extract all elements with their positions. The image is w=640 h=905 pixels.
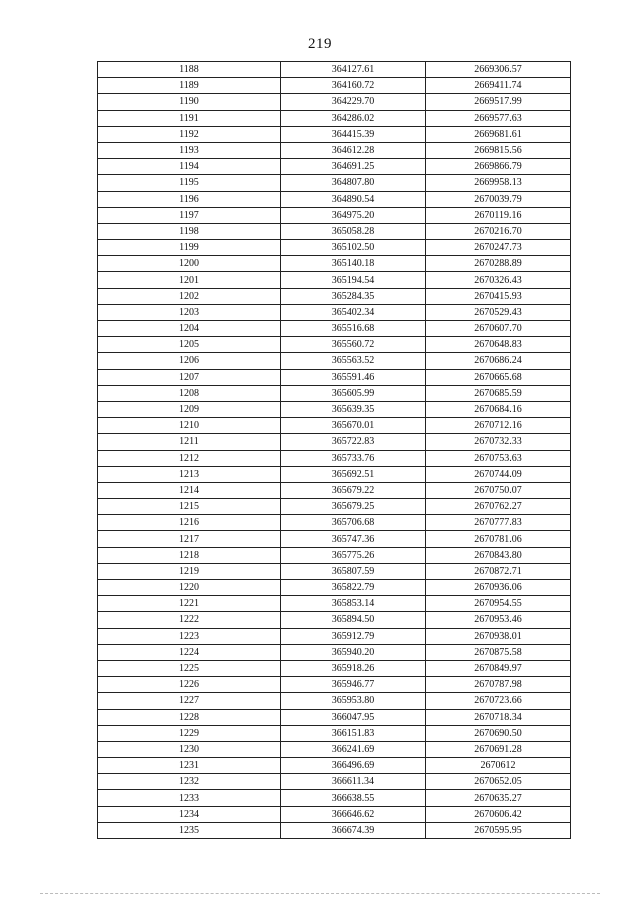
y-coordinate-cell: 2670732.33 [426,434,571,450]
y-coordinate-cell: 2669866.79 [426,159,571,175]
x-coordinate-cell: 366611.34 [281,774,426,790]
table-row [98,741,571,757]
table-row [98,159,571,175]
y-coordinate-cell: 2669577.63 [426,110,571,126]
point-number-cell: 1205 [98,337,281,353]
point-number-cell: 1206 [98,353,281,369]
point-number-cell: 1229 [98,725,281,741]
x-coordinate-cell: 364890.54 [281,191,426,207]
x-coordinate-cell: 365946.77 [281,677,426,693]
x-coordinate-cell: 364691.25 [281,159,426,175]
table-row [98,304,571,320]
table-row [98,628,571,644]
table-row [98,401,571,417]
x-coordinate-cell: 365102.50 [281,240,426,256]
point-number-cell: 1225 [98,660,281,676]
table-row [98,709,571,725]
table-row [98,223,571,239]
x-coordinate-cell: 365194.54 [281,272,426,288]
y-coordinate-cell: 2670849.97 [426,660,571,676]
point-number-cell: 1189 [98,78,281,94]
point-number-cell: 1201 [98,272,281,288]
table-row [98,142,571,158]
y-coordinate-cell: 2669411.74 [426,78,571,94]
table-row [98,240,571,256]
point-number-cell: 1218 [98,547,281,563]
x-coordinate-cell: 365747.36 [281,531,426,547]
x-coordinate-cell: 365402.34 [281,304,426,320]
table-row [98,418,571,434]
x-coordinate-cell: 366674.39 [281,822,426,838]
y-coordinate-cell: 2669958.13 [426,175,571,191]
point-number-cell: 1233 [98,790,281,806]
x-coordinate-cell: 365284.35 [281,288,426,304]
point-number-cell: 1202 [98,288,281,304]
x-coordinate-cell: 365853.14 [281,596,426,612]
x-coordinate-cell: 365679.25 [281,499,426,515]
y-coordinate-cell: 2669681.61 [426,126,571,142]
table-row [98,725,571,741]
x-coordinate-cell: 366151.83 [281,725,426,741]
table-row [98,547,571,563]
y-coordinate-cell: 2670686.24 [426,353,571,369]
y-coordinate-cell: 2670691.28 [426,741,571,757]
y-coordinate-cell: 2670787.98 [426,677,571,693]
y-coordinate-cell: 2670288.89 [426,256,571,272]
table-row [98,434,571,450]
point-number-cell: 1235 [98,822,281,838]
table-row [98,531,571,547]
table-row [98,272,571,288]
y-coordinate-cell: 2670652.05 [426,774,571,790]
point-number-cell: 1221 [98,596,281,612]
x-coordinate-cell: 365807.59 [281,563,426,579]
y-coordinate-cell: 2670690.50 [426,725,571,741]
table-row [98,337,571,353]
table-row [98,806,571,822]
point-number-cell: 1198 [98,223,281,239]
y-coordinate-cell: 2670595.95 [426,822,571,838]
x-coordinate-cell: 366047.95 [281,709,426,725]
coordinate-table [97,61,571,839]
x-coordinate-cell: 364229.70 [281,94,426,110]
y-coordinate-cell: 2669306.57 [426,62,571,78]
table-row [98,207,571,223]
point-number-cell: 1192 [98,126,281,142]
y-coordinate-cell: 2670326.43 [426,272,571,288]
x-coordinate-cell: 365563.52 [281,353,426,369]
table-row [98,353,571,369]
x-coordinate-cell: 365605.99 [281,385,426,401]
point-number-cell: 1210 [98,418,281,434]
table-row [98,94,571,110]
point-number-cell: 1203 [98,304,281,320]
table-row [98,580,571,596]
point-number-cell: 1219 [98,563,281,579]
x-coordinate-cell: 365912.79 [281,628,426,644]
point-number-cell: 1207 [98,369,281,385]
x-coordinate-cell: 364415.39 [281,126,426,142]
table-row [98,563,571,579]
y-coordinate-cell: 2670723.66 [426,693,571,709]
table-row [98,256,571,272]
point-number-cell: 1209 [98,401,281,417]
point-number-cell: 1215 [98,499,281,515]
table-row [98,774,571,790]
table-row [98,369,571,385]
y-coordinate-cell: 2669815.56 [426,142,571,158]
point-number-cell: 1223 [98,628,281,644]
x-coordinate-cell: 366638.55 [281,790,426,806]
y-coordinate-cell: 2670648.83 [426,337,571,353]
point-number-cell: 1211 [98,434,281,450]
table-row [98,78,571,94]
x-coordinate-cell: 365591.46 [281,369,426,385]
point-number-cell: 1208 [98,385,281,401]
table-row [98,660,571,676]
x-coordinate-cell: 365639.35 [281,401,426,417]
y-coordinate-cell: 2670753.63 [426,450,571,466]
point-number-cell: 1212 [98,450,281,466]
x-coordinate-cell: 364160.72 [281,78,426,94]
point-number-cell: 1227 [98,693,281,709]
y-coordinate-cell: 2670635.27 [426,790,571,806]
point-number-cell: 1200 [98,256,281,272]
y-coordinate-cell: 2670712.16 [426,418,571,434]
table-row [98,644,571,660]
y-coordinate-cell: 2670665.68 [426,369,571,385]
y-coordinate-cell: 2670685.59 [426,385,571,401]
point-number-cell: 1188 [98,62,281,78]
x-coordinate-cell: 366646.62 [281,806,426,822]
x-coordinate-cell: 365940.20 [281,644,426,660]
x-coordinate-cell: 365692.51 [281,466,426,482]
table-row [98,612,571,628]
point-number-cell: 1196 [98,191,281,207]
y-coordinate-cell: 2670529.43 [426,304,571,320]
point-number-cell: 1216 [98,515,281,531]
point-number-cell: 1214 [98,482,281,498]
point-number-cell: 1190 [98,94,281,110]
y-coordinate-cell: 2670954.55 [426,596,571,612]
table-row [98,466,571,482]
y-coordinate-cell: 2670762.27 [426,499,571,515]
table-row [98,385,571,401]
point-number-cell: 1217 [98,531,281,547]
table-row [98,758,571,774]
x-coordinate-cell: 364612.28 [281,142,426,158]
y-coordinate-cell: 2670039.79 [426,191,571,207]
x-coordinate-cell: 365822.79 [281,580,426,596]
x-coordinate-cell: 364975.20 [281,207,426,223]
page-number: 219 [308,36,332,52]
y-coordinate-cell: 2670612 [426,758,571,774]
point-number-cell: 1226 [98,677,281,693]
x-coordinate-cell: 364127.61 [281,62,426,78]
y-coordinate-cell: 2670247.73 [426,240,571,256]
y-coordinate-cell: 2670843.80 [426,547,571,563]
x-coordinate-cell: 366241.69 [281,741,426,757]
y-coordinate-cell: 2670415.93 [426,288,571,304]
x-coordinate-cell: 365058.28 [281,223,426,239]
table-row [98,677,571,693]
point-number-cell: 1234 [98,806,281,822]
point-number-cell: 1199 [98,240,281,256]
table-row [98,693,571,709]
point-number-cell: 1195 [98,175,281,191]
x-coordinate-cell: 365722.83 [281,434,426,450]
point-number-cell: 1230 [98,741,281,757]
point-number-cell: 1228 [98,709,281,725]
x-coordinate-cell: 365953.80 [281,693,426,709]
y-coordinate-cell: 2670872.71 [426,563,571,579]
point-number-cell: 1220 [98,580,281,596]
y-coordinate-cell: 2670777.83 [426,515,571,531]
table-row [98,482,571,498]
x-coordinate-cell: 365679.22 [281,482,426,498]
table-row [98,321,571,337]
point-number-cell: 1213 [98,466,281,482]
y-coordinate-cell: 2670750.07 [426,482,571,498]
x-coordinate-cell: 365140.18 [281,256,426,272]
x-coordinate-cell: 365918.26 [281,660,426,676]
x-coordinate-cell: 364286.02 [281,110,426,126]
table-row [98,110,571,126]
y-coordinate-cell: 2670119.16 [426,207,571,223]
point-number-cell: 1224 [98,644,281,660]
y-coordinate-cell: 2670216.70 [426,223,571,239]
x-coordinate-cell: 365733.76 [281,450,426,466]
table-row [98,822,571,838]
table-row [98,288,571,304]
point-number-cell: 1222 [98,612,281,628]
y-coordinate-cell: 2670875.58 [426,644,571,660]
x-coordinate-cell: 365670.01 [281,418,426,434]
table-row [98,175,571,191]
point-number-cell: 1232 [98,774,281,790]
table-row [98,62,571,78]
y-coordinate-cell: 2670936.06 [426,580,571,596]
y-coordinate-cell: 2669517.99 [426,94,571,110]
x-coordinate-cell: 366496.69 [281,758,426,774]
x-coordinate-cell: 365706.68 [281,515,426,531]
x-coordinate-cell: 365775.26 [281,547,426,563]
table-row [98,191,571,207]
x-coordinate-cell: 365894.50 [281,612,426,628]
table-row [98,126,571,142]
y-coordinate-cell: 2670953.46 [426,612,571,628]
table-row [98,790,571,806]
table-row [98,499,571,515]
table-row [98,596,571,612]
coordinate-table-body [98,62,571,839]
point-number-cell: 1197 [98,207,281,223]
y-coordinate-cell: 2670607.70 [426,321,571,337]
y-coordinate-cell: 2670718.34 [426,709,571,725]
point-number-cell: 1193 [98,142,281,158]
table-row [98,515,571,531]
y-coordinate-cell: 2670684.16 [426,401,571,417]
y-coordinate-cell: 2670744.09 [426,466,571,482]
point-number-cell: 1204 [98,321,281,337]
point-number-cell: 1191 [98,110,281,126]
point-number-cell: 1194 [98,159,281,175]
y-coordinate-cell: 2670606.42 [426,806,571,822]
table-row [98,450,571,466]
x-coordinate-cell: 364807.80 [281,175,426,191]
y-coordinate-cell: 2670781.06 [426,531,571,547]
y-coordinate-cell: 2670938.01 [426,628,571,644]
x-coordinate-cell: 365516.68 [281,321,426,337]
bottom-rule [40,893,600,894]
x-coordinate-cell: 365560.72 [281,337,426,353]
point-number-cell: 1231 [98,758,281,774]
